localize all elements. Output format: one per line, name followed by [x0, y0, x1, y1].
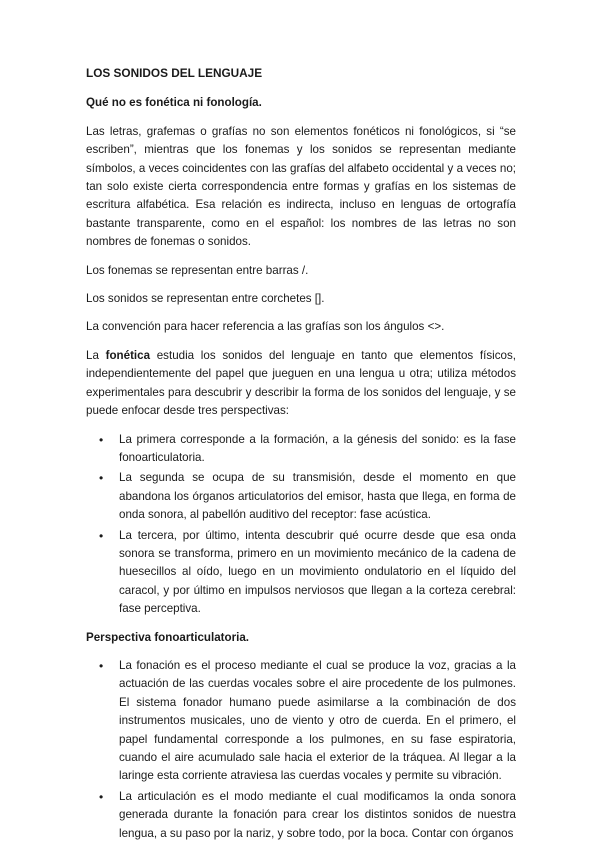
list-item	[86, 657, 516, 786]
paragraph-fonetica-definition	[86, 347, 516, 421]
bullet-icon: •	[99, 658, 104, 673]
list-item	[86, 469, 516, 524]
list-item-text: La segunda se ocupa de su transmisión, desde el momento en que abandona los órganos articulatorios del emisor, hasta que llega, en forma de onda sonora, al pabellón auditivo del receptor: fase acústica.	[119, 471, 516, 522]
list-item-text: La articulación es el modo mediante el cual modificamos la onda sonora generada durante la fonación para crear los distintos sonidos de nuestra lengua, a su paso por la nariz, y sobre todo, por la boca. Contar con órganos	[119, 789, 516, 840]
paragraph-fonemas: Los fonemas se representan entre barras /.	[86, 263, 309, 277]
list-item-text: La primera corresponde a la formación, a la génesis del sonido: es la fase fonoarticulatoria.	[119, 432, 516, 464]
document-title: LOS SONIDOS DEL LENGUAJE	[86, 66, 263, 80]
paragraph-grafemas: Las letras, grafemas o grafías no son elementos fonéticos ni fonológicos, si “se escriben”, mientras que los fonemas y los sonidos se representan mediante símbolos, a veces coincidentes con las grafías del alfabeto occidental y a veces no; tan solo existe cierta correspondencia entre formas y grafías en los sistemas de escritura alfabética. Esa relación es indirecta, incluso en lenguas de ortografía bastante transparente, como en el español: los nombres de las letras no son nombres de fonemas o sonidos.	[86, 124, 516, 249]
list-item-text: La fonación es el proceso mediante el cual se produce la voz, gracias a la actuación de las cuerdas vocales sobre el aire procedente de los pulmones. El sistema fonador humano puede asimilarse a la combinación de dos instrumentos musicales, uno de viento y otro de cuerda. En el primero, el papel fundamental corresponde a los pulmones, en su fase espiratoria, cuando el aire acumulado sale hacia el exterior de la tráquea. Al llegar a la laringe esta corriente atraviesa las cuerdas vocales y permite su vibración.	[119, 658, 516, 783]
document-body	[86, 64, 516, 853]
bullet-icon: •	[99, 471, 104, 486]
paragraph-sonidos: Los sonidos se representan entre corchetes [].	[86, 292, 325, 306]
list-item	[86, 431, 516, 468]
fonoarticulatoria-list	[86, 657, 516, 843]
bullet-icon: •	[99, 528, 104, 543]
bullet-icon: •	[99, 432, 104, 447]
perspectives-list	[86, 431, 516, 619]
list-item-text: La tercera, por último, intenta descubrir qué ocurre desde que esa onda sonora se transforma, primero en un movimiento mecánico de la cadena de huesecillos al oído, luego en un movimiento ondulatorio en el líquido del caracol, y por último en impulsos nerviosos que llegan a la corteza cerebral: fase perceptiva.	[119, 528, 516, 616]
section-heading-fonetica: Qué no es fonética ni fonología.	[86, 96, 262, 110]
fonetica-rest: estudia los sonidos del lenguaje en tanto que elementos físicos, independientemente del papel que jueguen en una lengua u otra; utiliza métodos experimentales para descubrir y describir la forma de los sonidos del lenguaje, y se puede enfocar desde tres perspectivas:	[86, 348, 516, 418]
paragraph-grafias: La convención para hacer referencia a las grafías son los ángulos <>.	[86, 320, 445, 334]
fonetica-prefix: La	[86, 348, 106, 362]
bullet-icon: •	[99, 789, 104, 804]
list-item	[86, 527, 516, 619]
list-item	[86, 788, 516, 843]
section-heading-fonoarticulatoria: Perspectiva fonoarticulatoria.	[86, 630, 250, 644]
fonetica-term: fonética	[105, 348, 151, 362]
